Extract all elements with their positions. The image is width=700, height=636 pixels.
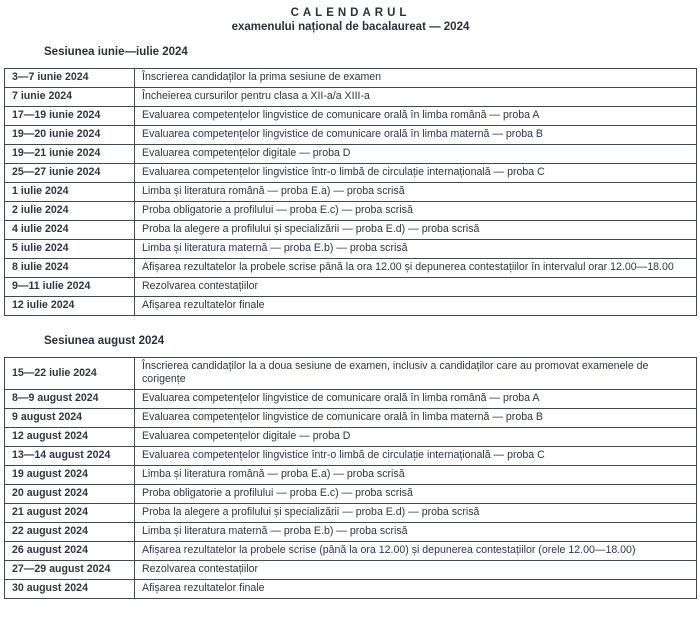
table-row bbox=[5, 183, 697, 202]
activity-cell: Evaluarea competențelor lingvistice de comunicare orală în limba maternă — proba B bbox=[135, 126, 697, 145]
activity-cell: Evaluarea competențelor digitale — proba D bbox=[135, 428, 697, 447]
table-row bbox=[5, 221, 697, 240]
table-row bbox=[5, 358, 697, 390]
date-cell: 12 iulie 2024 bbox=[5, 297, 135, 316]
table-row bbox=[5, 297, 697, 316]
table-row bbox=[5, 409, 697, 428]
date-cell: 9—11 iulie 2024 bbox=[5, 278, 135, 297]
date-cell: 7 iunie 2024 bbox=[5, 88, 135, 107]
date-cell: 27—29 august 2024 bbox=[5, 561, 135, 580]
date-cell: 4 iulie 2024 bbox=[5, 221, 135, 240]
activity-cell: Rezolvarea contestațiilor bbox=[135, 561, 697, 580]
table-row bbox=[5, 107, 697, 126]
date-cell: 8—9 august 2024 bbox=[5, 390, 135, 409]
page-title: CALENDARUL bbox=[290, 7, 411, 19]
page-subtitle: examenului național de bacalaureat — 2024 bbox=[231, 21, 470, 33]
date-cell: 30 august 2024 bbox=[5, 580, 135, 599]
date-cell: 20 august 2024 bbox=[5, 485, 135, 504]
activity-cell: Afișarea rezultatelor la probele scrise (până la ora 12.00) și depunerea contestațiilor (orele 12.00—18.00) bbox=[135, 542, 697, 561]
activity-cell: Afișarea rezultatelor finale bbox=[135, 580, 697, 599]
activity-cell: Evaluarea competențelor lingvistice de comunicare orală în limba română — proba A bbox=[135, 107, 697, 126]
activity-cell: Evaluarea competențelor lingvistice de comunicare orală în limba maternă — proba B bbox=[135, 409, 697, 428]
section-heading-june-july: Sesiunea iunie—iulie 2024 bbox=[44, 46, 188, 58]
activity-cell: Afișarea rezultatelor finale bbox=[135, 297, 697, 316]
activity-cell: Limba și literatura română — proba E.a) — proba scrisă bbox=[135, 466, 697, 485]
table-row bbox=[5, 164, 697, 183]
activity-cell: Proba obligatorie a profilului — proba E.c) — proba scrisă bbox=[135, 485, 697, 504]
activity-cell: Încheierea cursurilor pentru clasa a XII-a/a XIII-a bbox=[135, 88, 697, 107]
activity-cell: Proba obligatorie a profilului — proba E.c) — proba scrisă bbox=[135, 202, 697, 221]
table-row bbox=[5, 88, 697, 107]
table-row bbox=[5, 485, 697, 504]
document-title bbox=[4, 6, 697, 34]
date-cell: 21 august 2024 bbox=[5, 504, 135, 523]
date-cell: 19 august 2024 bbox=[5, 466, 135, 485]
activity-cell: Evaluarea competențelor lingvistice de comunicare orală în limba română — proba A bbox=[135, 390, 697, 409]
table-row bbox=[5, 504, 697, 523]
activity-cell: Rezolvarea contestațiilor bbox=[135, 278, 697, 297]
date-cell: 19—20 iunie 2024 bbox=[5, 126, 135, 145]
table-row bbox=[5, 390, 697, 409]
calendar-table-june-july bbox=[4, 68, 697, 316]
date-cell: 22 august 2024 bbox=[5, 523, 135, 542]
date-cell: 26 august 2024 bbox=[5, 542, 135, 561]
table-row bbox=[5, 240, 697, 259]
date-cell: 5 iulie 2024 bbox=[5, 240, 135, 259]
date-cell: 15—22 iulie 2024 bbox=[5, 358, 135, 390]
activity-cell: Înscrierea candidaților la prima sesiune de examen bbox=[135, 69, 697, 88]
activity-cell: Afișarea rezultatelor la probele scrise până la ora 12.00 și depunerea contestațiilor în intervalul orar 12.00—18.00 bbox=[135, 259, 697, 278]
table-row bbox=[5, 523, 697, 542]
activity-cell: Limba și literatura română — proba E.a) — proba scrisă bbox=[135, 183, 697, 202]
date-cell: 13—14 august 2024 bbox=[5, 447, 135, 466]
activity-cell: Evaluarea competențelor lingvistice într-o limbă de circulație internațională — proba C bbox=[135, 164, 697, 183]
table-row bbox=[5, 145, 697, 164]
date-cell: 25—27 iunie 2024 bbox=[5, 164, 135, 183]
date-cell: 1 iulie 2024 bbox=[5, 183, 135, 202]
table-row bbox=[5, 126, 697, 145]
date-cell: 3—7 iunie 2024 bbox=[5, 69, 135, 88]
activity-cell: Limba și literatura maternă — proba E.b) — proba scrisă bbox=[135, 240, 697, 259]
date-cell: 8 iulie 2024 bbox=[5, 259, 135, 278]
activity-cell: Evaluarea competențelor digitale — proba D bbox=[135, 145, 697, 164]
date-cell: 19—21 iunie 2024 bbox=[5, 145, 135, 164]
table-row bbox=[5, 447, 697, 466]
activity-cell: Evaluarea competențelor lingvistice într-o limbă de circulație internațională — proba C bbox=[135, 447, 697, 466]
table-row bbox=[5, 69, 697, 88]
table-row bbox=[5, 580, 697, 599]
table-row bbox=[5, 202, 697, 221]
date-cell: 12 august 2024 bbox=[5, 428, 135, 447]
calendar-table-august bbox=[4, 357, 697, 599]
date-cell: 9 august 2024 bbox=[5, 409, 135, 428]
activity-cell: Proba la alegere a profilului și specializării — proba E.d) — proba scrisă bbox=[135, 221, 697, 240]
table-row bbox=[5, 466, 697, 485]
table-row bbox=[5, 428, 697, 447]
table-row bbox=[5, 278, 697, 297]
table-row bbox=[5, 542, 697, 561]
table-row bbox=[5, 561, 697, 580]
date-cell: 17—19 iunie 2024 bbox=[5, 107, 135, 126]
activity-cell: Înscrierea candidaților la a doua sesiune de examen, inclusiv a candidaților care au promovat examenele de corigențe bbox=[135, 358, 697, 390]
table-row bbox=[5, 259, 697, 278]
activity-cell: Limba și literatura maternă — proba E.b) — proba scrisă bbox=[135, 523, 697, 542]
section-heading-august: Sesiunea august 2024 bbox=[44, 335, 165, 347]
activity-cell: Proba la alegere a profilului și specializării — proba E.d) — proba scrisă bbox=[135, 504, 697, 523]
date-cell: 2 iulie 2024 bbox=[5, 202, 135, 221]
